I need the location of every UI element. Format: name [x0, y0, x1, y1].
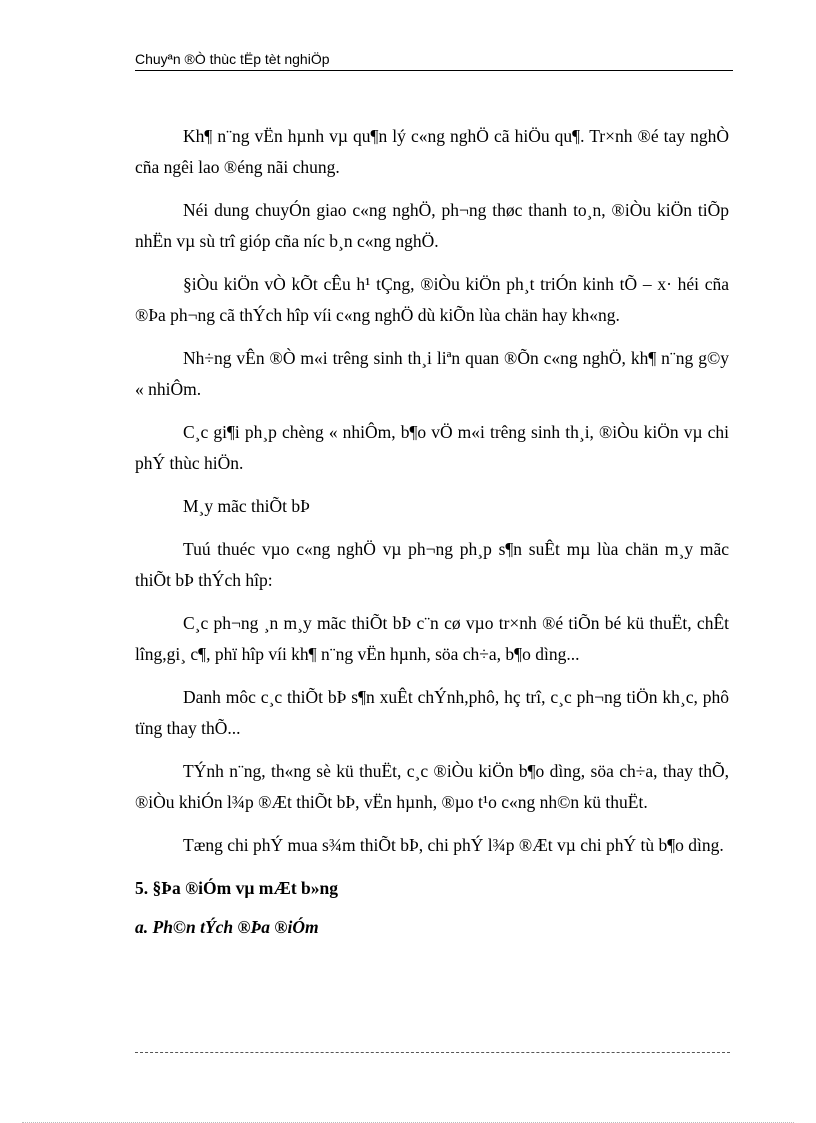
- page-body: [135, 121, 729, 943]
- paragraph: Tæng chi phÝ mua s¾m thiÕt bÞ, chi phÝ l¾p ®Æt vµ chi phÝ tù b¶o dìng.: [183, 835, 724, 855]
- paragraph: C¸c gi¶i ph¸p chèng « nhiÔm, b¶o vÖ m«i trêng sinh th¸i, ®iÒu kiÖn vµ chi phÝ thùc hiÖn.: [135, 422, 729, 473]
- paragraph: Nh÷ng vÊn ®Ò m«i trêng sinh th¸i liªn quan ®Õn c«ng nghÖ, kh¶ n¨ng g©y « nhiÔm.: [135, 348, 729, 399]
- header-title: Chuyªn ®Ò thùc tËp tèt nghiÖp: [135, 51, 330, 67]
- paragraph: C¸c ph¬ng ¸n m¸y mãc thiÕt bÞ c¨n cø vµo tr×nh ®é tiÕn bé kü thuËt, chÊt lîng,gi¸ c¶, phï hîp víi kh¶ n¨ng vËn hµnh, söa ch÷a, b¶o dìng...: [135, 613, 729, 664]
- paragraph: Tuú thuéc vµo c«ng nghÖ vµ ph¬ng ph¸p s¶n suÊt mµ lùa chän m¸y mãc thiÕt bÞ thÝch hîp:: [135, 539, 729, 590]
- paragraph: Néi dung chuyÓn giao c«ng nghÖ, ph¬ng thøc thanh to¸n, ®iÒu kiÖn tiÕp nhËn vµ sù trî gióp cña níc b¸n c«ng nghÖ.: [135, 200, 729, 251]
- paragraph: TÝnh n¨ng, th«ng sè kü thuËt, c¸c ®iÒu kiÖn b¶o dìng, söa ch÷a, thay thÕ, ®iÒu khiÓn l¾p ®Æt thiÕt bÞ, vËn hµnh, ®µo t¹o c«ng nh©n kü thuËt.: [135, 761, 729, 812]
- footer-divider: [135, 1052, 730, 1053]
- subsection-heading: a. Ph©n tÝch ®Þa ®iÓm: [135, 917, 319, 937]
- paragraph: §iÒu kiÖn vÒ kÕt cÊu h¹ tÇng, ®iÒu kiÖn ph¸t triÓn kinh tÕ – x· héi cña ®Þa ph¬ng cã thÝch hîp víi c«ng nghÖ dù kiÕn lùa chän hay kh«ng.: [135, 274, 729, 325]
- paragraph: M¸y mãc thiÕt bÞ: [183, 496, 310, 516]
- paragraph: Danh môc c¸c thiÕt bÞ s¶n xuÊt chÝnh,phô, hç trî, c¸c ph¬ng tiÖn kh¸c, phô tïng thay thÕ...: [135, 687, 729, 738]
- section-heading: 5. §Þa ®iÓm vµ mÆt b»ng: [135, 878, 339, 898]
- paragraph: Kh¶ n¨ng vËn hµnh vµ qu¶n lý c«ng nghÖ cã hiÖu qu¶. Tr×nh ®é tay nghÒ cña ngêi lao ®éng nãi chung.: [135, 126, 729, 177]
- page-header: [135, 50, 733, 71]
